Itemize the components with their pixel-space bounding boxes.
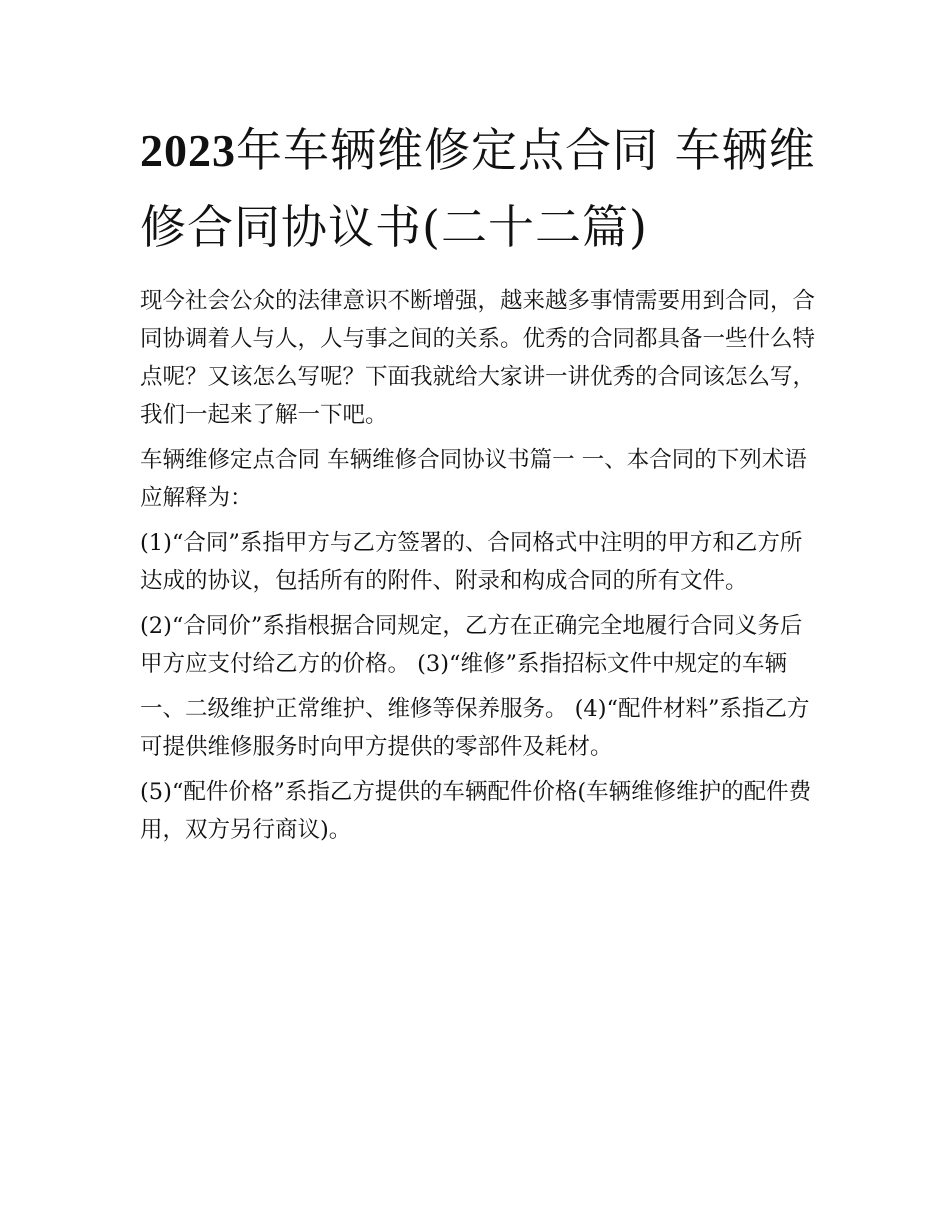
term-price-paragraph: (2)“合同价”系指根据合同规定，乙方在正确完全地履行合同义务后甲方应支付给乙方的价格。 (3)“维修”系指招标文件中规定的车辆 (140, 613, 803, 677)
section-heading-paragraph: 车辆维修定点合同 车辆维修合同协议书篇一 一、本合同的下列术语应解释为： (140, 447, 807, 511)
term-contract-paragraph: (1)“合同”系指甲方与乙方签署的、合同格式中注明的甲方和乙方所达成的协议，包括所有的附件、附录和构成合同的所有文件。 (140, 530, 803, 594)
document-body (140, 282, 815, 856)
title-text: 年车辆维修定点合同 车辆维修合同协议书(二十二篇) (140, 123, 816, 254)
term-parts-paragraph: 一、二级维护正常维护、维修等保养服务。 (4)“配件材料”系指乙方可提供维修服务时向甲方提供的零部件及耗材。 (140, 696, 810, 760)
intro-paragraph: 现今社会公众的法律意识不断增强，越来越多事情需要用到合同，合同协调着人与人，人与事之间的关系。优秀的合同都具备一些什么特点呢？又该怎么写呢？下面我就给大家讲一讲优秀的合同该怎么写，我们一起来了解一下吧。 (140, 288, 816, 428)
title-year: 2023 (140, 125, 236, 176)
document-title (140, 112, 820, 266)
term-parts-price-paragraph: (5)“配件价格”系指乙方提供的车辆配件价格(车辆维修维护的配件费用，双方另行商议)。 (140, 779, 812, 843)
